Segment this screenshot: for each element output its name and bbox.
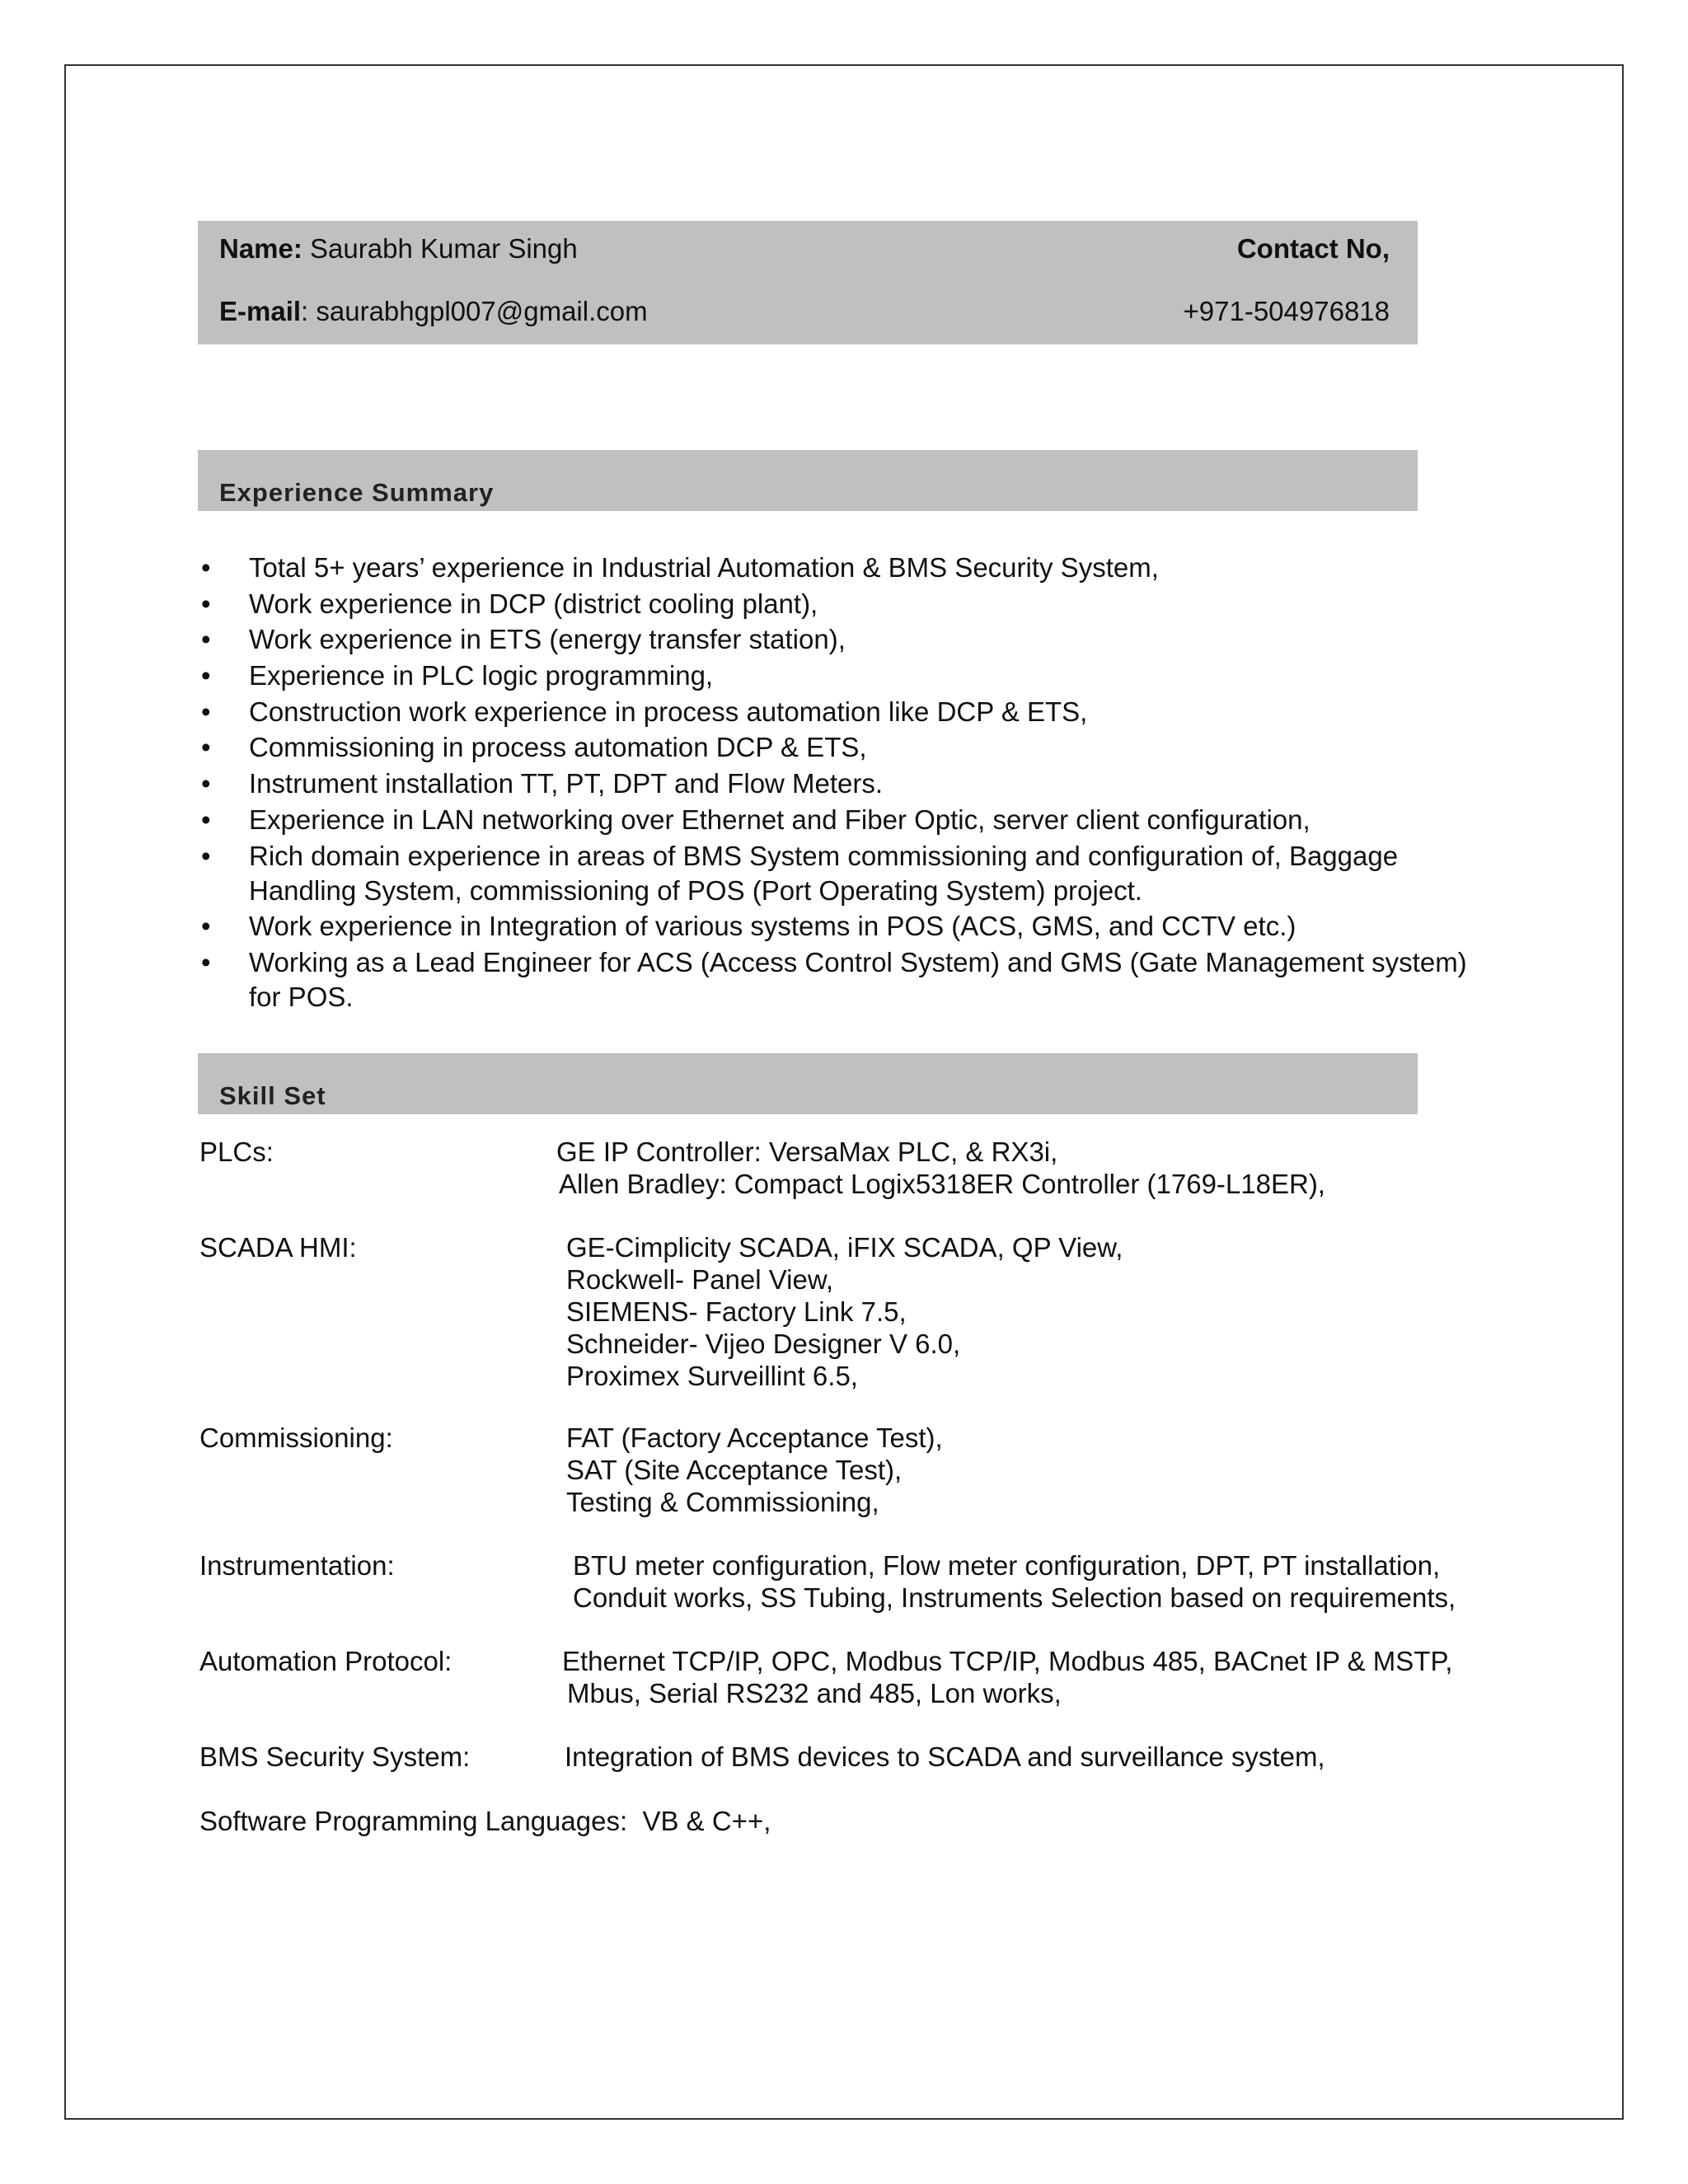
experience-item: [198, 730, 1517, 765]
bullet-icon: •: [201, 911, 211, 942]
skill-values-plcs: [556, 1136, 1325, 1200]
experience-section-bar: [198, 450, 1418, 511]
skill-value: Ethernet TCP/IP, OPC, Modbus TCP/IP, Modbus 485, BACnet IP & MSTP,: [562, 1646, 1453, 1676]
experience-item-text: Working as a Lead Engineer for ACS (Access Control System) and GMS (Gate Management system): [249, 946, 1467, 977]
email-value[interactable]: : saurabhgpl007@gmail.com: [301, 296, 648, 326]
email-line: [219, 295, 648, 328]
experience-list: [198, 551, 1517, 1016]
bullet-icon: •: [201, 588, 211, 619]
contact-label: Contact No,: [1236, 233, 1390, 264]
bullet-icon: •: [201, 660, 211, 691]
experience-item: [198, 622, 1517, 657]
experience-item-text: Work experience in ETS (energy transfer station),: [249, 624, 846, 655]
skill-label-automation-protocol: Automation Protocol:: [199, 1646, 452, 1676]
skill-value: Rockwell- Panel View,: [566, 1264, 834, 1295]
name-line: [219, 232, 578, 265]
name-value: Saurabh Kumar Singh: [302, 233, 578, 264]
bullet-icon: •: [201, 768, 211, 799]
experience-item: [198, 551, 1517, 585]
skill-value: Proximex Surveillint 6.5,: [566, 1361, 858, 1391]
experience-item-text: Total 5+ years’ experience in Industrial Automation & BMS Security System,: [249, 552, 1159, 583]
skill-value: Mbus, Serial RS232 and 485, Lon works,: [567, 1678, 1062, 1708]
experience-item-text: Instrument installation TT, PT, DPT and Flow Meters.: [249, 768, 884, 799]
skill-label-instrumentation: Instrumentation:: [199, 1550, 395, 1581]
skills-section-title: Skill Set: [219, 1081, 326, 1110]
bullet-icon: •: [201, 946, 211, 977]
name-label: Name:: [219, 233, 302, 264]
experience-item: [198, 587, 1517, 621]
experience-item: [198, 695, 1517, 729]
skill-value: GE-Cimplicity SCADA, iFIX SCADA, QP View,: [566, 1232, 1123, 1263]
skill-label-bms-security: BMS Security System:: [199, 1741, 471, 1772]
software-languages-line: [199, 1805, 771, 1837]
skill-values-commissioning: [566, 1422, 943, 1518]
skill-value: SIEMENS- Factory Link 7.5,: [566, 1296, 907, 1327]
contact-header: [198, 221, 1418, 344]
skill-values-instrumentation: [573, 1549, 1456, 1614]
skill-value: FAT (Factory Acceptance Test),: [566, 1422, 943, 1453]
bullet-icon: •: [201, 624, 211, 655]
skill-value: Schneider- Vijeo Designer V 6.0,: [566, 1329, 961, 1359]
experience-item-text: Rich domain experience in areas of BMS System commissioning and configuration of, Baggage: [249, 840, 1399, 871]
bullet-icon: •: [201, 840, 211, 871]
experience-item: [198, 803, 1517, 837]
experience-item-text: Work experience in Integration of various systems in POS (ACS, GMS, and CCTV etc.): [249, 911, 1296, 942]
software-languages-label: Software Programming Languages:: [199, 1806, 628, 1836]
skill-label-plcs: PLCs:: [199, 1137, 274, 1167]
experience-section-title: Experience Summary: [219, 478, 495, 507]
email-label: E-mail: [219, 296, 302, 326]
skill-value: Allen Bradley: Compact Logix5318ER Controller (1769-L18ER),: [559, 1169, 1325, 1199]
bullet-icon: •: [201, 732, 211, 763]
skill-values-scada-hmi: [566, 1231, 1123, 1392]
phone-number: +971-504976818: [1183, 296, 1390, 326]
bullet-icon: •: [201, 696, 211, 727]
skill-value: Conduit works, SS Tubing, Instruments Selection based on requirements,: [573, 1582, 1456, 1613]
experience-item-text: Construction work experience in process automation like DCP & ETS,: [249, 696, 1088, 727]
experience-item-text: Experience in PLC logic programming,: [249, 660, 714, 691]
skill-label-commissioning: Commissioning:: [199, 1422, 393, 1453]
skill-value: Integration of BMS devices to SCADA and surveillance system,: [565, 1741, 1325, 1772]
experience-item-text: Experience in LAN networking over Ethernet and Fiber Optic, server client configuration,: [249, 804, 1311, 835]
experience-item: [198, 909, 1517, 944]
skill-value: GE IP Controller: VersaMax PLC, & RX3i,: [556, 1137, 1058, 1167]
experience-item: [198, 945, 1517, 1015]
skills-section-bar: [198, 1053, 1418, 1114]
experience-item-text: Handling System, commissioning of POS (Port Operating System) project.: [249, 874, 1142, 906]
experience-item: [198, 839, 1517, 908]
experience-item-text: Commissioning in process automation DCP & ETS,: [249, 732, 867, 763]
bullet-icon: •: [201, 804, 211, 835]
skill-values-automation-protocol: [562, 1645, 1452, 1709]
skill-value: BTU meter configuration, Flow meter configuration, DPT, PT installation,: [573, 1550, 1441, 1581]
skill-values-bms-security: [565, 1741, 1325, 1773]
software-languages-value: VB & C++,: [642, 1806, 771, 1836]
skill-value: Testing & Commissioning,: [566, 1487, 879, 1517]
bullet-icon: •: [201, 552, 211, 583]
experience-item-text: for POS.: [249, 981, 354, 1012]
experience-item-text: Work experience in DCP (district cooling plant),: [249, 588, 818, 619]
experience-item: [198, 658, 1517, 693]
experience-item: [198, 766, 1517, 801]
skill-value: SAT (Site Acceptance Test),: [566, 1455, 903, 1485]
skill-label-scada-hmi: SCADA HMI:: [199, 1232, 357, 1263]
